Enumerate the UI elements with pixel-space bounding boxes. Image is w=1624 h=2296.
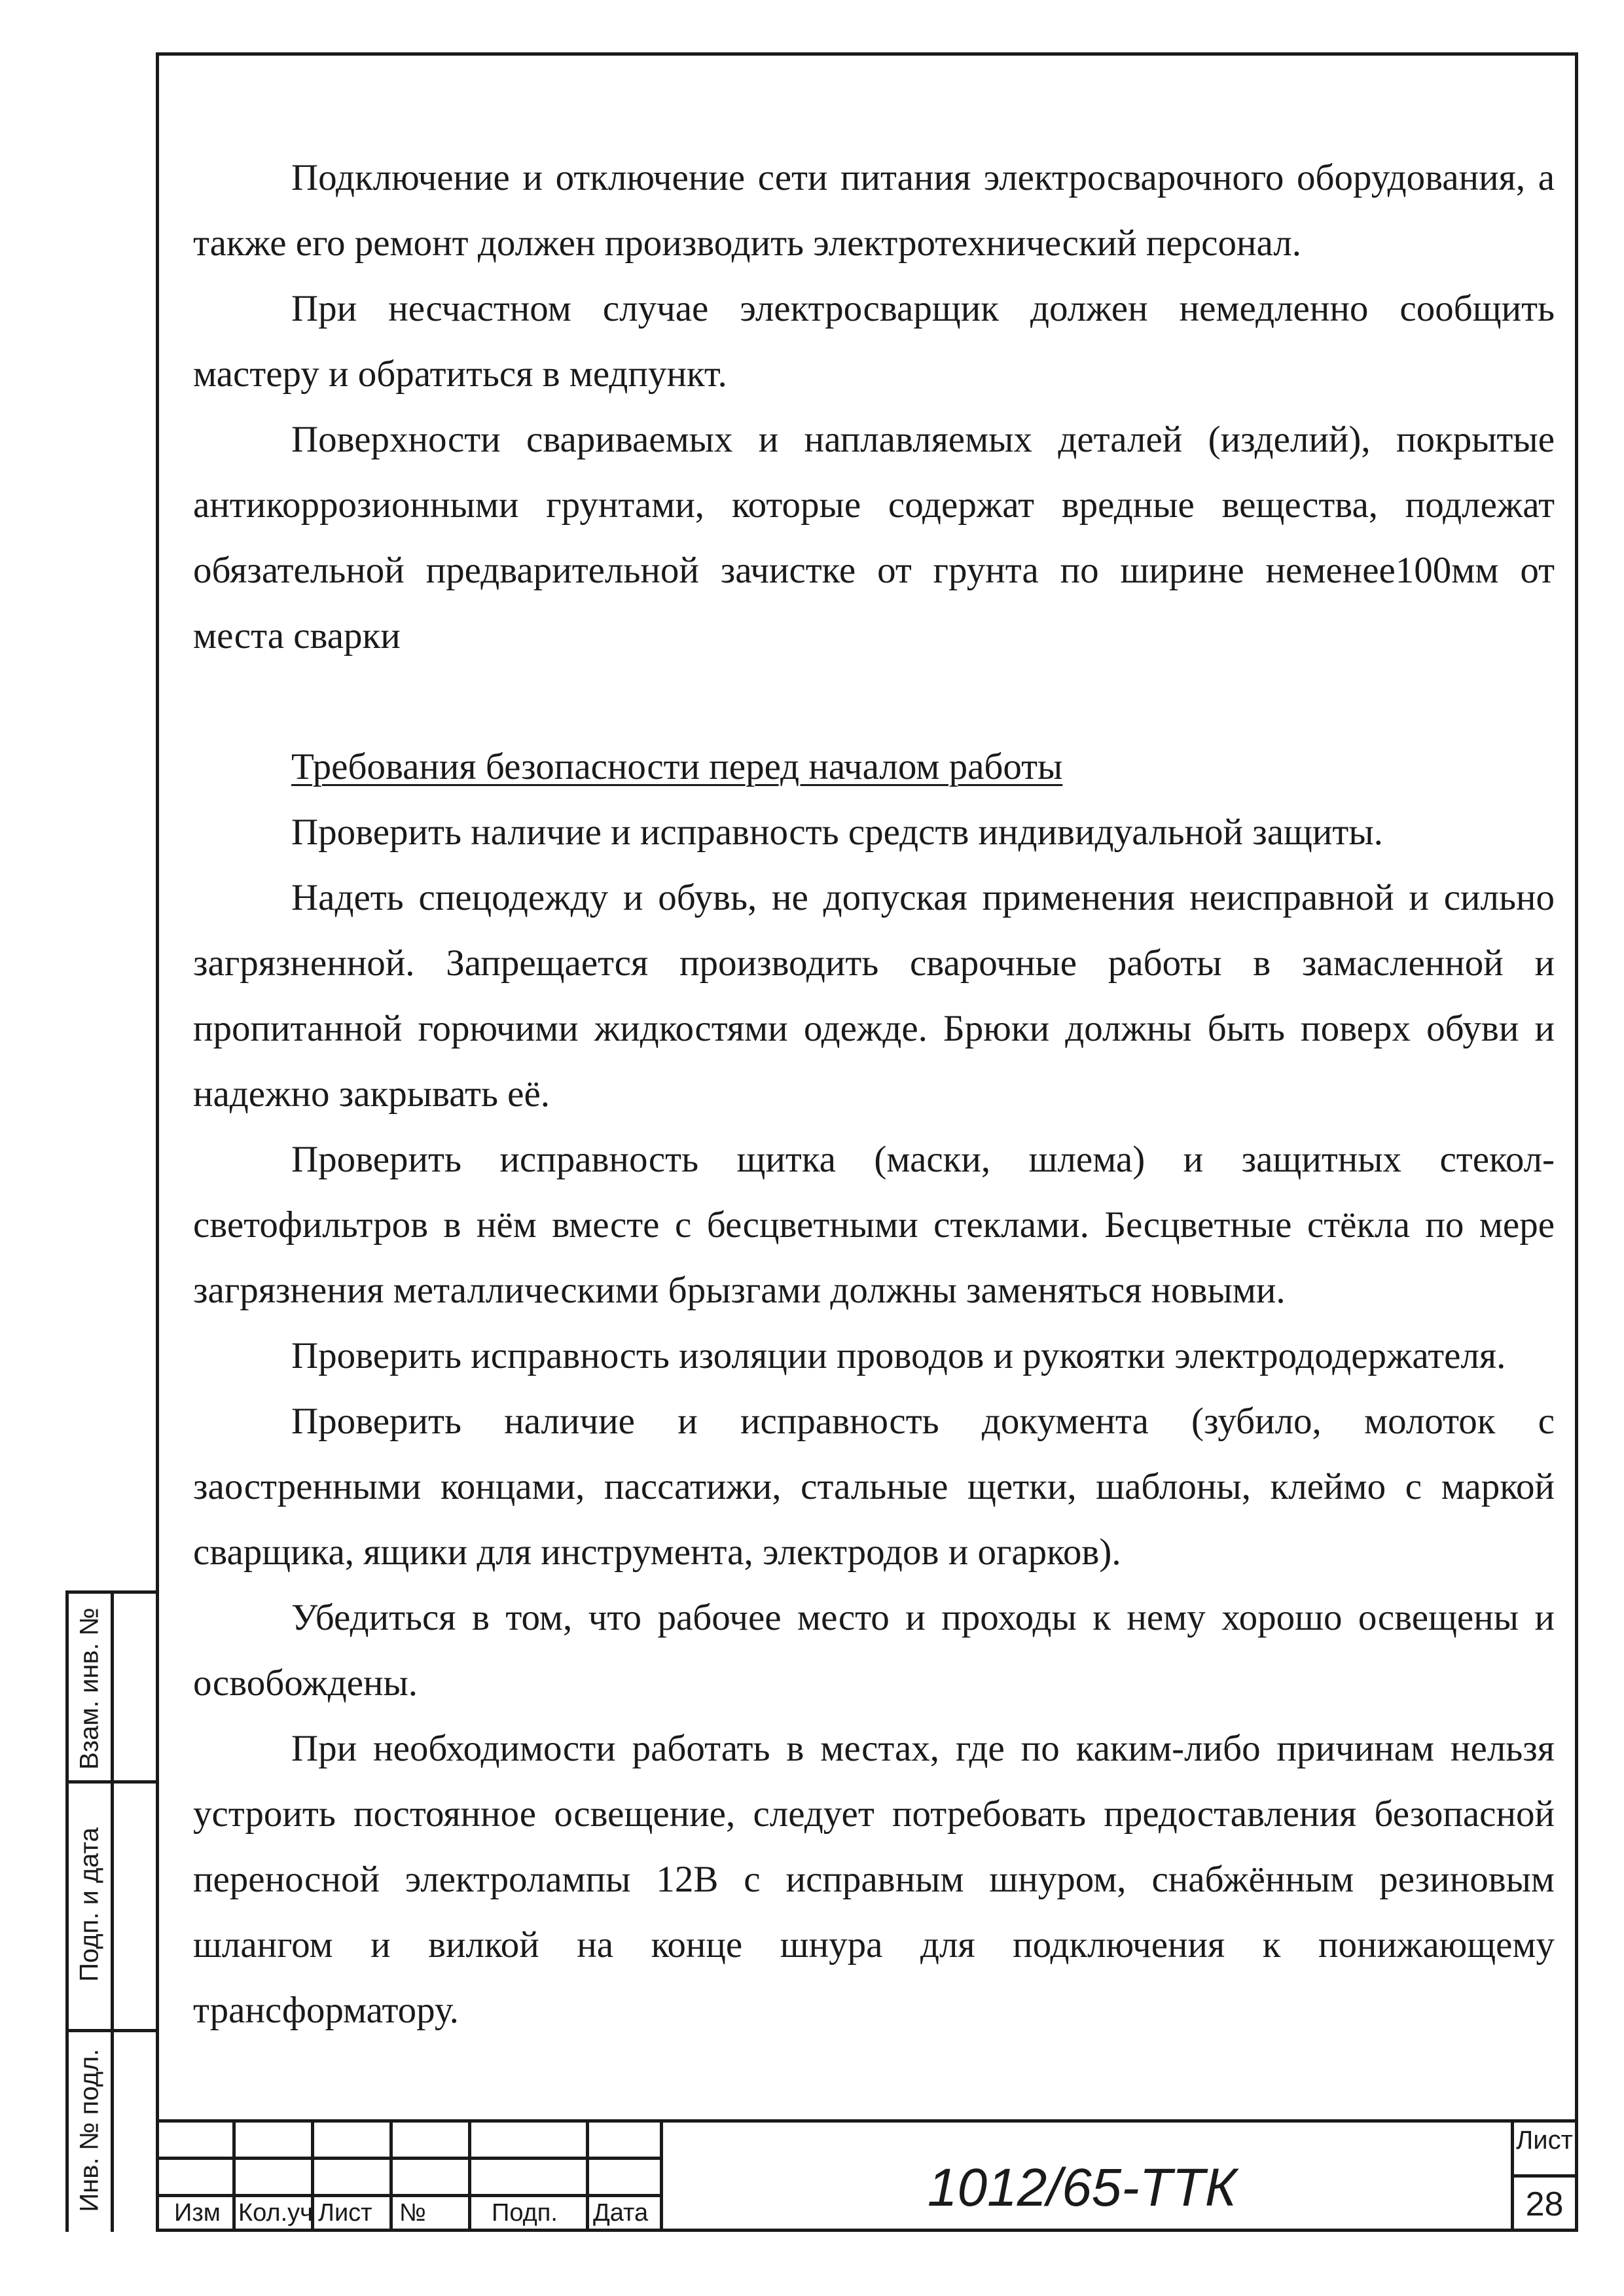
paragraph: Подключение и отключение сети питания электросварочного оборудования, а также его ремонт должен производить электротехнический персонал. — [193, 157, 1555, 264]
col-izm-label: Изм — [174, 2199, 221, 2227]
paragraph: Проверить наличие и исправность средств индивидуальной защиты. — [291, 812, 1383, 853]
col-signature-label: Подп. — [492, 2199, 558, 2227]
replaced-inv-no-label: Взам. инв. № — [75, 1607, 104, 1770]
paragraph: Убедиться в том, что рабочее место и проходы к нему хорошо освещены и освобождены. — [193, 1597, 1555, 1704]
side-stamp-rule — [69, 1590, 159, 1594]
blank-line — [193, 669, 1555, 734]
title-block — [156, 2119, 1578, 2232]
title-block-col-rule — [586, 2119, 589, 2232]
section-heading: Требования безопасности перед началом работы — [291, 746, 1063, 787]
title-block-col-rule — [468, 2119, 471, 2232]
paragraph: Проверить исправность изоляции проводов и рукоятки электрододержателя. — [291, 1335, 1506, 1376]
title-block-col-rule — [232, 2119, 236, 2232]
sign-date-label: Подп. и дата — [75, 1827, 104, 1982]
orig-inv-no-label: Инв. № подл. — [75, 2049, 104, 2212]
title-block-col-rule — [389, 2119, 393, 2232]
col-date-label: Дата — [593, 2199, 649, 2227]
col-kol-uch-label: Кол.уч — [238, 2199, 313, 2227]
side-stamp-rule — [69, 1780, 159, 1784]
col-list-label: Лист — [318, 2199, 372, 2227]
document-code: 1012/65-ТТК — [927, 2158, 1237, 2217]
paragraph: При необходимости работать в местах, где по каким-либо причинам нельзя устроить постоянное освещение, следует потребовать предоставления безопасной переносной электролампы 12В с исправным шнуром, снабжённым резиновым шлангом и вилкой на конце шнура для подключения к понижающему трансформатору. — [193, 1728, 1555, 2031]
side-stamp — [65, 1590, 156, 2232]
sheet-number: 28 — [1525, 2185, 1564, 2223]
paragraph: Проверить наличие и исправность документа (зубило, молоток с заостренными концами, пассатижи, стальные щетки, шаблоны, клеймо с маркой сварщика, ящики для инструмента, электродов и огарков). — [193, 1401, 1555, 1573]
paragraph: При несчастном случае электросварщик должен немедленно сообщить мастеру и обратиться в медпункт. — [193, 288, 1555, 395]
title-block-row-rule — [156, 2157, 660, 2160]
title-block-top-rule — [156, 2119, 1578, 2123]
paragraph: Надеть спецодежду и обувь, не допуская применения неисправной и сильно загрязненной. Запрещается производить сварочные работы в замасленной и пропитанной горючими жидкостями одежде. Брюки должны быть поверх обуви и надежно закрывать её. — [193, 877, 1555, 1115]
side-stamp-divider — [111, 1590, 114, 2232]
page-content — [193, 145, 1555, 2043]
paragraph: Поверхности свариваемых и наплавляемых деталей (изделий), покрытые антикоррозионными грунтами, которые содержат вредные вещества, подлежат обязательной предварительной зачистке от грунта по ширине неменее100мм от места сварки — [193, 419, 1555, 656]
sheet-label: Лист — [1516, 2126, 1573, 2155]
side-stamp-rule — [69, 2029, 159, 2032]
col-doc-no-label: № — [399, 2199, 426, 2227]
title-block-sheet-rule — [1511, 2174, 1578, 2178]
paragraph: Проверить исправность щитка (маски, шлема) и защитных стекол-светофильтров в нём вместе с бесцветными стеклами. Бесцветные стёкла по мере загрязнения металлическими брызгами должны заменяться новыми. — [193, 1139, 1555, 1311]
